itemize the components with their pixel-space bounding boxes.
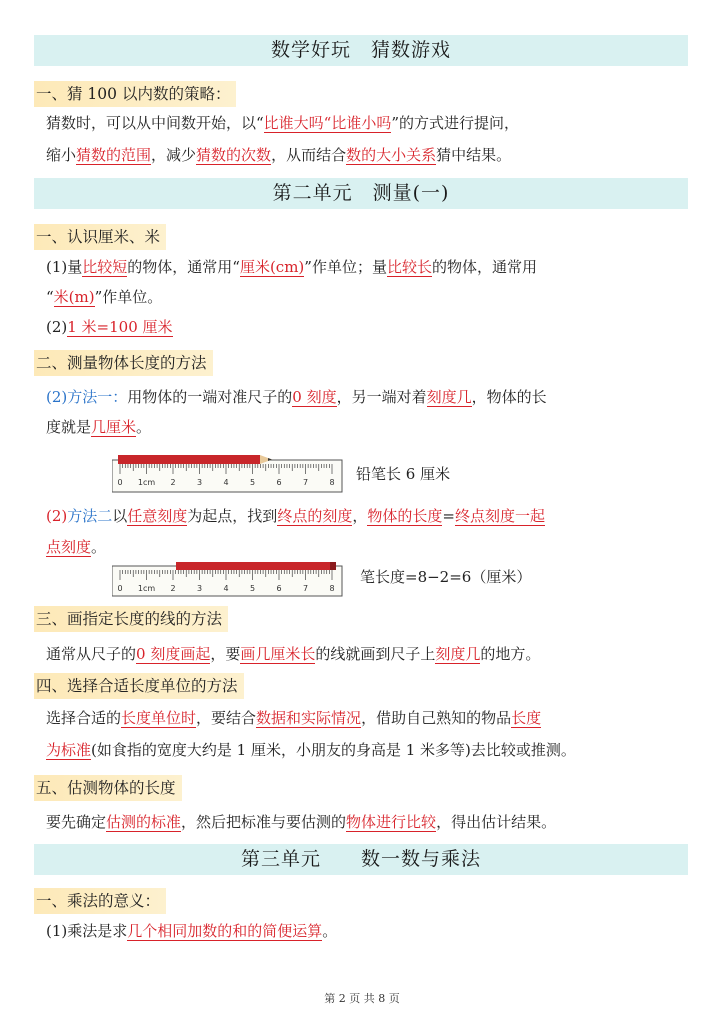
keyword: 估测的标准 bbox=[106, 813, 182, 831]
ruler-label: 8 bbox=[329, 478, 335, 487]
text: 为起点，找到 bbox=[187, 507, 278, 525]
text: 选择合适的 bbox=[46, 709, 122, 727]
text: 要先确定 bbox=[46, 813, 107, 831]
section-band-multiplication: 第三单元 数一数与乘法 bbox=[34, 844, 688, 875]
paragraph-method-1b bbox=[46, 416, 151, 438]
page-footer: 第 2 页 共 8 页 bbox=[324, 992, 400, 1005]
paragraph-method-2 bbox=[46, 505, 545, 527]
paragraph-guess-1 bbox=[46, 112, 519, 134]
paragraph-method-1 bbox=[46, 386, 547, 408]
text: ，要 bbox=[210, 645, 241, 663]
keyword: 比较短 bbox=[82, 258, 128, 276]
text: ，减少 bbox=[151, 146, 197, 164]
ruler-label: 1cm bbox=[137, 478, 156, 487]
keyword: 刻度几 bbox=[435, 645, 481, 663]
ruler-labels bbox=[117, 584, 334, 593]
text: ，另一端对着 bbox=[336, 388, 427, 406]
paragraph-method-2b bbox=[46, 536, 106, 558]
paragraph-draw-line bbox=[46, 643, 540, 665]
text: 。 bbox=[322, 922, 338, 940]
paragraph-cm-m-3 bbox=[46, 316, 173, 338]
keyword: 几厘米 bbox=[91, 418, 137, 436]
text: (1)乘法是求 bbox=[46, 922, 128, 940]
text: 。 bbox=[91, 538, 107, 556]
text: 以 bbox=[112, 507, 128, 525]
ruler2-caption: 笔长度=8−2=6（厘米） bbox=[360, 568, 532, 586]
ruler-with-pencil-1 bbox=[112, 452, 344, 494]
paragraph-estimate bbox=[46, 811, 556, 833]
keyword: 终点的刻度 bbox=[277, 507, 353, 525]
ruler-label: 7 bbox=[302, 478, 309, 487]
ruler-label: 5 bbox=[249, 584, 256, 593]
heading-cm-m: 一、认识厘米、米 bbox=[34, 224, 166, 250]
text: 度就是 bbox=[46, 418, 92, 436]
label: (2) bbox=[46, 507, 68, 525]
keyword: 数据和实际情况 bbox=[256, 709, 362, 727]
text: 猜数时，可以从中间数开始，以“ bbox=[46, 114, 264, 132]
ruler-label: 4 bbox=[223, 584, 229, 593]
text: (如食指的宽度大约是 1 厘米，小朋友的身高是 1 米多等)去比较或推测。 bbox=[91, 741, 576, 759]
section-band-measurement: 第二单元 测量(一) bbox=[34, 178, 688, 209]
heading-choose-unit: 四、选择合适长度单位的方法 bbox=[34, 673, 244, 699]
text: (1)量 bbox=[46, 258, 83, 276]
text: 。 bbox=[136, 418, 152, 436]
ruler-labels bbox=[117, 478, 334, 487]
text: 的地方。 bbox=[480, 645, 541, 663]
text: 的线就画到尺子上 bbox=[315, 645, 436, 663]
text: ，从而结合 bbox=[271, 146, 347, 164]
text: ，要结合 bbox=[196, 709, 257, 727]
text: ”作单位；量 bbox=[304, 258, 387, 276]
keyword: 终点刻度一起 bbox=[454, 507, 545, 525]
text: 的物体，通常用“ bbox=[127, 258, 240, 276]
text: ”作单位。 bbox=[94, 288, 163, 306]
text: 用物体的一端对准尺子的 bbox=[127, 388, 293, 406]
keyword: 画几厘米长 bbox=[240, 645, 316, 663]
heading-multiplication-meaning: 一、乘法的意义： bbox=[34, 888, 166, 914]
heading-measure-method: 二、测量物体长度的方法 bbox=[34, 350, 213, 376]
ruler-label: 8 bbox=[329, 584, 335, 593]
paragraph-multiplication bbox=[46, 920, 337, 942]
keyword: 比较长 bbox=[386, 258, 432, 276]
keyword: 数的大小关系 bbox=[346, 146, 437, 164]
ruler-label: 0 bbox=[117, 584, 123, 593]
text: ，物体的长 bbox=[471, 388, 547, 406]
keyword: 几个相同加数的和的简便运算 bbox=[127, 922, 323, 940]
keyword: 猜数的范围 bbox=[76, 146, 152, 164]
text: 通常从尺子的 bbox=[46, 645, 137, 663]
keyword: 0 刻度画起 bbox=[136, 645, 211, 663]
keyword: 比谁大吗“比谁小吗 bbox=[263, 114, 392, 132]
ruler-label: 5 bbox=[249, 478, 256, 487]
pen-body bbox=[176, 562, 334, 570]
label: 方法二 bbox=[67, 507, 113, 525]
text: ，得出估计结果。 bbox=[436, 813, 557, 831]
text: ”的方式进行提问， bbox=[391, 114, 520, 132]
keyword: 猜数的次数 bbox=[196, 146, 272, 164]
heading-guess-strategy: 一、猜 100 以内数的策略： bbox=[34, 81, 236, 107]
keyword: 物体进行比较 bbox=[346, 813, 437, 831]
ruler-label: 7 bbox=[302, 584, 309, 593]
pencil-body bbox=[118, 455, 260, 464]
ruler-label: 6 bbox=[276, 584, 282, 593]
text: 的物体，通常用 bbox=[431, 258, 537, 276]
keyword: 长度 bbox=[511, 709, 542, 727]
keyword: 刻度几 bbox=[426, 388, 472, 406]
heading-estimate: 五、估测物体的长度 bbox=[34, 775, 182, 801]
ruler-label: 1cm bbox=[137, 584, 156, 593]
paragraph-cm-m-1 bbox=[46, 256, 537, 278]
ruler-with-pencil-2 bbox=[112, 560, 344, 598]
keyword: 点刻度 bbox=[46, 538, 92, 556]
keyword: 任意刻度 bbox=[127, 507, 188, 525]
keyword: 米(m) bbox=[53, 288, 95, 306]
ruler-label: 3 bbox=[196, 584, 203, 593]
heading-draw-line: 三、画指定长度的线的方法 bbox=[34, 606, 228, 632]
text: 缩小 bbox=[46, 146, 77, 164]
ruler-label: 4 bbox=[223, 478, 229, 487]
keyword: 物体的长度 bbox=[367, 507, 443, 525]
keyword: 1 米=100 厘米 bbox=[67, 318, 173, 336]
text: 猜中结果。 bbox=[436, 146, 512, 164]
paragraph-choose-unit-1 bbox=[46, 707, 541, 729]
paragraph-choose-unit-2 bbox=[46, 739, 576, 761]
text: “ bbox=[46, 288, 54, 306]
label: (2)方法一： bbox=[46, 388, 128, 406]
pen-end bbox=[330, 562, 336, 570]
ruler-label: 2 bbox=[170, 584, 176, 593]
paragraph-cm-m-2 bbox=[46, 286, 162, 308]
paragraph-guess-2 bbox=[46, 144, 511, 166]
text: ， bbox=[352, 507, 368, 525]
ruler-label: 6 bbox=[276, 478, 282, 487]
keyword: 长度单位时 bbox=[121, 709, 197, 727]
text: = bbox=[442, 507, 455, 525]
keyword: 0 刻度 bbox=[292, 388, 337, 406]
keyword: 厘米(cm) bbox=[239, 258, 305, 276]
ruler-label: 2 bbox=[170, 478, 176, 487]
ruler-label: 3 bbox=[196, 478, 203, 487]
ruler1-caption: 铅笔长 6 厘米 bbox=[356, 465, 451, 483]
text: ，然后把标准与要估测的 bbox=[181, 813, 347, 831]
text: (2) bbox=[46, 318, 68, 336]
keyword: 为标准 bbox=[46, 741, 92, 759]
ruler-label: 0 bbox=[117, 478, 123, 487]
text: ，借助自己熟知的物品 bbox=[361, 709, 512, 727]
section-band-guess-game: 数学好玩 猜数游戏 bbox=[34, 35, 688, 66]
